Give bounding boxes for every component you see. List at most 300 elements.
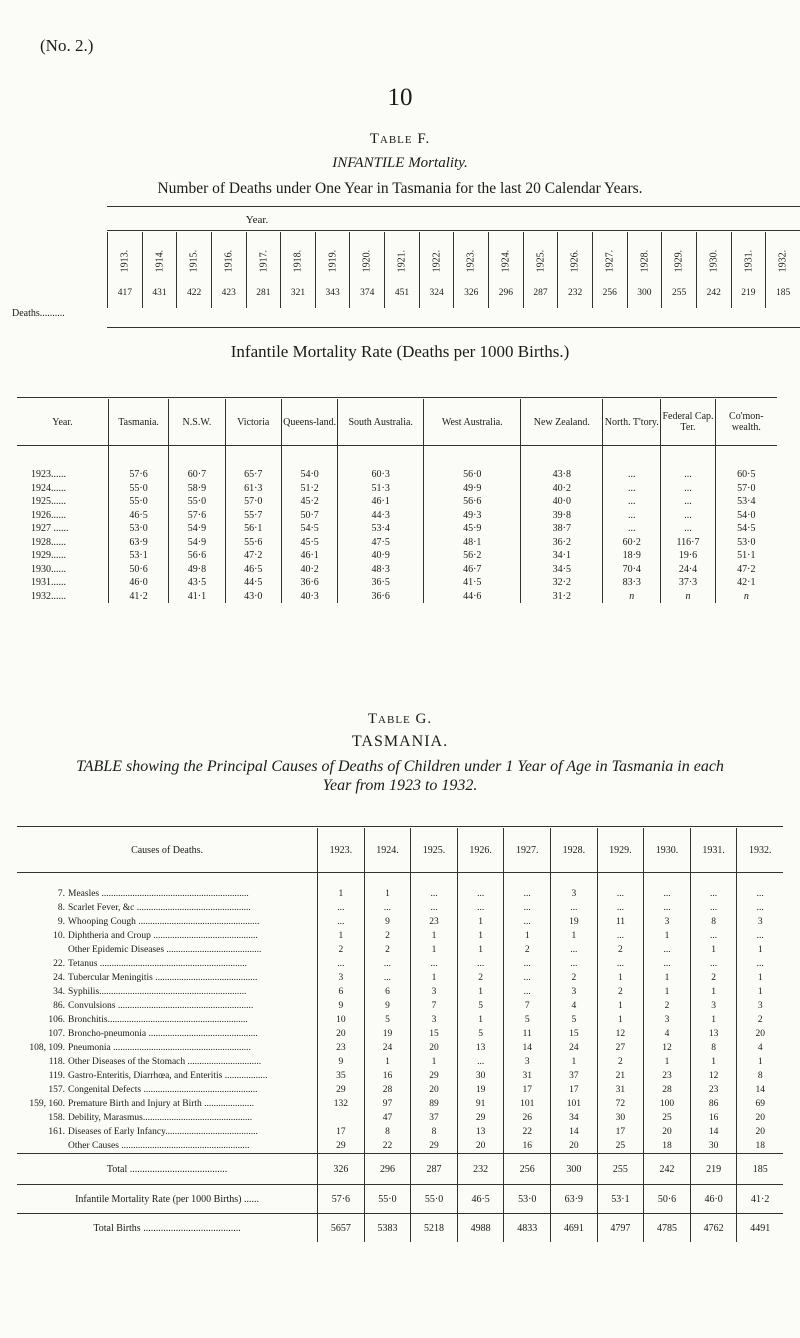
imr-cell: 47·2 <box>225 549 281 563</box>
table-f-title: Table F. <box>369 131 431 147</box>
cause-value: 1 <box>318 929 365 943</box>
imr-cell: 44·3 <box>338 509 424 523</box>
total-row-value: 232 <box>457 1154 504 1185</box>
cause-value: 1 <box>364 873 411 902</box>
imr-cell: 50·6 <box>108 563 168 577</box>
cause-value: ... <box>504 957 551 971</box>
imr-cell: 60·3 <box>338 446 424 482</box>
imr-cell: 46·7 <box>424 563 521 577</box>
cause-value: 28 <box>364 1083 411 1097</box>
cause-value: 11 <box>504 1027 551 1041</box>
cause-value: 8 <box>737 1069 783 1083</box>
imr-cell: 57·0 <box>225 495 281 509</box>
table-g-header-row <box>17 828 783 873</box>
imr-cell: 36·6 <box>338 590 424 604</box>
cause-name: Diphtheria and Croup ............................................ <box>68 931 258 941</box>
cause-value: 2 <box>318 943 365 957</box>
cause-value <box>318 1111 365 1125</box>
year-label: 1913. <box>119 249 131 272</box>
year-column-header: 1925. <box>411 828 458 873</box>
rate-row-value: 50·6 <box>644 1185 691 1214</box>
cause-value: 24 <box>364 1041 411 1055</box>
cause-value: ... <box>644 943 691 957</box>
cause-value: ... <box>364 957 411 971</box>
rate-row <box>17 1185 783 1214</box>
imr-cell: 19·6 <box>661 549 715 563</box>
cause-value: 2 <box>690 971 737 985</box>
cause-value: 100 <box>644 1097 691 1111</box>
total-row-value: 219 <box>690 1154 737 1185</box>
year-header-cell <box>419 232 454 278</box>
cause-row <box>17 1083 783 1097</box>
cause-value: 1 <box>644 985 691 999</box>
imr-cell: 40·2 <box>521 482 603 496</box>
cause-code: 34. <box>53 987 65 997</box>
imr-cell: 45·9 <box>424 522 521 536</box>
year-header-cell <box>315 232 350 278</box>
rate-row-value: 63·9 <box>551 1185 598 1214</box>
cause-value: 13 <box>457 1125 504 1139</box>
cause-value: 1 <box>318 873 365 902</box>
cause-value: 16 <box>364 1069 411 1083</box>
cause-value: ... <box>411 901 458 915</box>
year-label: 1921. <box>396 249 408 272</box>
cause-code: 158. <box>48 1113 65 1123</box>
rate-row-value: 46·5 <box>457 1185 504 1214</box>
cause-value: 14 <box>690 1125 737 1139</box>
cause-value: 3 <box>411 985 458 999</box>
imr-cell: 43·5 <box>169 576 225 590</box>
cause-value: 72 <box>597 1097 644 1111</box>
cause-code: 106. <box>48 1015 65 1025</box>
cause-value: 2 <box>737 1013 783 1027</box>
rate-row-value: 53·1 <box>597 1185 644 1214</box>
imr-column-header: Federal Cap. Ter. <box>661 399 715 446</box>
cause-value: ... <box>737 929 783 943</box>
table-f-year-row <box>108 232 800 278</box>
cause-value: 2 <box>644 999 691 1013</box>
year-label: 1924. <box>500 249 512 272</box>
cause-value: 101 <box>504 1097 551 1111</box>
cause-value: 25 <box>644 1111 691 1125</box>
imr-cell: 1927 ...... <box>31 523 69 535</box>
year-header-cell <box>592 232 627 278</box>
imr-cell: 54·9 <box>169 522 225 536</box>
imr-cell: 34·5 <box>521 563 603 577</box>
cause-code: 119. <box>48 1071 65 1081</box>
cause-value: ... <box>457 901 504 915</box>
cause-value: 1 <box>737 943 783 957</box>
imr-cell: 54·0 <box>281 446 337 482</box>
imr-cell: 1925...... <box>31 496 66 508</box>
imr-cell: 37·3 <box>661 576 715 590</box>
cause-value: 11 <box>597 915 644 929</box>
cause-value: 4 <box>644 1027 691 1041</box>
imr-cell: 63·9 <box>108 536 168 550</box>
cause-value: 15 <box>411 1027 458 1041</box>
cause-name: Other Epidemic Diseases ........................................ <box>68 945 262 955</box>
deaths-value: 219 <box>731 278 766 308</box>
cause-code: 107. <box>48 1029 65 1039</box>
cause-value: 19 <box>457 1083 504 1097</box>
imr-cell: 47·5 <box>338 536 424 550</box>
deaths-value: 451 <box>385 278 420 308</box>
year-column-header: 1929. <box>597 828 644 873</box>
cause-code: 118. <box>48 1057 65 1067</box>
cause-value: 1 <box>457 1013 504 1027</box>
table-f-subtitle: INFANTILE Mortality. <box>332 155 468 171</box>
imr-cell: 57·6 <box>169 509 225 523</box>
cause-name: Measles .............................................................. <box>68 889 249 899</box>
cause-value: 20 <box>737 1111 783 1125</box>
cause-code: 24. <box>53 973 65 983</box>
imr-row <box>17 549 777 563</box>
deaths-value: 255 <box>662 278 697 308</box>
imr-cell: 55·7 <box>225 509 281 523</box>
imr-cell: 53·4 <box>338 522 424 536</box>
imr-cell: 54·5 <box>281 522 337 536</box>
cause-code: 159, 160. <box>29 1099 65 1109</box>
imr-cell: 44·5 <box>225 576 281 590</box>
page-label: (No. 2.) <box>40 36 94 55</box>
year-header-cell <box>523 232 558 278</box>
cause-value: 17 <box>597 1125 644 1139</box>
imr-cell: 116·7 <box>661 536 715 550</box>
cause-value: 3 <box>690 999 737 1013</box>
imr-cell: 50·7 <box>281 509 337 523</box>
cause-value: 4 <box>551 999 598 1013</box>
imr-cell: 55·0 <box>108 482 168 496</box>
deaths-value: 343 <box>315 278 350 308</box>
table-f-caption: Number of Deaths under One Year in Tasmania for the last 20 Calendar Years. <box>157 180 643 197</box>
cause-value: 14 <box>504 1041 551 1055</box>
cause-value: 1 <box>737 985 783 999</box>
cause-value: ... <box>364 971 411 985</box>
cause-value: 21 <box>597 1069 644 1083</box>
year-column-header: 1924. <box>364 828 411 873</box>
imr-row <box>17 590 777 604</box>
births-row-value: 4785 <box>644 1214 691 1243</box>
cause-value: 14 <box>551 1125 598 1139</box>
imr-cell: 56·6 <box>424 495 521 509</box>
cause-value: 20 <box>457 1139 504 1154</box>
cause-value: 35 <box>318 1069 365 1083</box>
imr-cell: 54·0 <box>715 509 777 523</box>
imr-cell: 53·0 <box>715 536 777 550</box>
cause-value: ... <box>504 901 551 915</box>
cause-value: 29 <box>411 1069 458 1083</box>
imr-header-row <box>17 399 777 446</box>
imr-cell: 53·4 <box>715 495 777 509</box>
imr-cell: 55·0 <box>108 495 168 509</box>
imr-cell: ... <box>661 495 715 509</box>
cause-value: ... <box>457 957 504 971</box>
cause-value: 10 <box>318 1013 365 1027</box>
cause-value: 97 <box>364 1097 411 1111</box>
imr-column-header: Year. <box>17 399 108 446</box>
year-column-header: 1926. <box>457 828 504 873</box>
table-g <box>17 828 783 1242</box>
cause-value: 1 <box>597 971 644 985</box>
year-header-cell <box>211 232 246 278</box>
year-label: 1930. <box>708 249 720 272</box>
imr-cell: 51·1 <box>715 549 777 563</box>
cause-value: 1 <box>411 1055 458 1069</box>
cause-name: Broncho-pneumonia .............................................. <box>68 1029 258 1039</box>
cause-value: ... <box>504 985 551 999</box>
imr-cell: 49·3 <box>424 509 521 523</box>
cause-value: 31 <box>597 1083 644 1097</box>
cause-value: 3 <box>737 915 783 929</box>
imr-cell: 34·1 <box>521 549 603 563</box>
table-g-caption: TABLE showing the Principal Causes of Deaths of Children under 1 Year of Age in Tasmania in each Year from 1923 to 1932. <box>76 758 724 794</box>
year-label: 1932. <box>777 249 789 272</box>
cause-value: ... <box>690 929 737 943</box>
cause-value: 22 <box>364 1139 411 1154</box>
cause-value: ... <box>737 957 783 971</box>
rate-row-value: 46·0 <box>690 1185 737 1214</box>
births-row-value: 4762 <box>690 1214 737 1243</box>
table-f-deaths-row <box>108 278 800 308</box>
imr-cell: 58·9 <box>169 482 225 496</box>
cause-value: 34 <box>551 1111 598 1125</box>
cause-value: 29 <box>457 1111 504 1125</box>
cause-value: 20 <box>737 1027 783 1041</box>
cause-row <box>17 1027 783 1041</box>
cause-value: ... <box>504 873 551 902</box>
year-header-cell <box>489 232 524 278</box>
imr-row <box>17 522 777 536</box>
cause-value: 27 <box>597 1041 644 1055</box>
cause-value: 3 <box>551 873 598 902</box>
year-column-header: 1932. <box>737 828 783 873</box>
cause-value: ... <box>318 915 365 929</box>
cause-value: 16 <box>690 1111 737 1125</box>
deaths-value: 300 <box>627 278 662 308</box>
cause-value: ... <box>551 943 598 957</box>
imr-cell: 56·6 <box>169 549 225 563</box>
cause-code: 9. <box>57 917 65 927</box>
imr-cell: 39·8 <box>521 509 603 523</box>
cause-value: 12 <box>690 1069 737 1083</box>
year-label: 1926. <box>569 249 581 272</box>
rate-row-value: 41·2 <box>737 1185 783 1214</box>
cause-name: Premature Birth and Injury at Birth ..................... <box>68 1099 255 1109</box>
cause-value: 1 <box>411 943 458 957</box>
imr-cell: 54·5 <box>715 522 777 536</box>
imr-cell: 40·3 <box>281 590 337 604</box>
cause-value: 3 <box>318 971 365 985</box>
imr-column-header: North. T'tory. <box>603 399 661 446</box>
cause-value: 3 <box>551 985 598 999</box>
table-f-mid-rule <box>107 230 800 231</box>
year-header-cell <box>246 232 281 278</box>
cause-value: 17 <box>504 1083 551 1097</box>
cause-value: 20 <box>737 1125 783 1139</box>
cause-code: 157. <box>48 1085 65 1095</box>
imr-cell: 43·0 <box>225 590 281 604</box>
cause-row <box>17 1013 783 1027</box>
cause-row <box>17 1069 783 1083</box>
cause-value: 1 <box>411 929 458 943</box>
imr-table <box>17 399 777 603</box>
cause-value: ... <box>551 901 598 915</box>
cause-value: 13 <box>457 1041 504 1055</box>
cause-name: Tetanus .............................................................. <box>68 959 248 969</box>
cause-name: Whooping Cough ................................................... <box>68 917 260 927</box>
year-label: 1920. <box>361 249 373 272</box>
cause-value: ... <box>457 1055 504 1069</box>
cause-value: 24 <box>551 1041 598 1055</box>
year-column-header: 1930. <box>644 828 691 873</box>
cause-value: 1 <box>690 943 737 957</box>
table-g-subtitle: TASMANIA. <box>351 733 449 750</box>
imr-cell: 60·5 <box>715 446 777 482</box>
cause-value: 101 <box>551 1097 598 1111</box>
imr-cell: ... <box>661 522 715 536</box>
deaths-value: 287 <box>523 278 558 308</box>
cause-value: 1 <box>737 971 783 985</box>
imr-cell: 1930...... <box>31 563 66 575</box>
imr-column-header: West Australia. <box>424 399 521 446</box>
cause-code <box>17 1139 68 1154</box>
cause-value: 5 <box>551 1013 598 1027</box>
imr-cell: 43·8 <box>521 446 603 482</box>
imr-cell: 40·0 <box>521 495 603 509</box>
imr-cell: 41·5 <box>424 576 521 590</box>
cause-value: 1 <box>457 985 504 999</box>
imr-cell: 42·1 <box>715 576 777 590</box>
cause-row <box>17 1055 783 1069</box>
cause-value: ... <box>690 901 737 915</box>
imr-cell: 41·1 <box>169 590 225 604</box>
cause-value: 23 <box>411 915 458 929</box>
imr-cell: 53·0 <box>108 522 168 536</box>
deaths-value: 296 <box>489 278 524 308</box>
cause-value: 91 <box>457 1097 504 1111</box>
cause-name: Syphilis.............................................................. <box>68 987 247 997</box>
cause-value: 37 <box>551 1069 598 1083</box>
cause-value: 9 <box>318 999 365 1013</box>
cause-value: 1 <box>457 915 504 929</box>
cause-value: ... <box>411 873 458 902</box>
imr-cell: 1924...... <box>31 482 66 494</box>
cause-value: 29 <box>318 1139 365 1154</box>
cause-value: 2 <box>457 971 504 985</box>
imr-row <box>17 509 777 523</box>
cause-value: 25 <box>597 1139 644 1154</box>
year-label: 1914. <box>153 249 165 272</box>
cause-value: 8 <box>364 1125 411 1139</box>
total-row-value: 255 <box>597 1154 644 1185</box>
page-number: 10 <box>387 84 413 111</box>
cause-value: ... <box>737 901 783 915</box>
cause-row <box>17 985 783 999</box>
deaths-value: 281 <box>246 278 281 308</box>
imr-cell: n <box>661 590 715 604</box>
imr-cell: 70·4 <box>603 563 661 577</box>
total-row-value: 326 <box>318 1154 365 1185</box>
deaths-value: 324 <box>419 278 454 308</box>
imr-cell: 46·1 <box>338 495 424 509</box>
year-header-cell <box>385 232 420 278</box>
cause-value: 23 <box>644 1069 691 1083</box>
cause-row <box>17 957 783 971</box>
imr-column-header: Co'mon-wealth. <box>715 399 777 446</box>
imr-cell: 60·7 <box>169 446 225 482</box>
cause-value: 1 <box>504 929 551 943</box>
imr-row <box>17 576 777 590</box>
cause-row <box>17 1125 783 1139</box>
deaths-value: 326 <box>454 278 489 308</box>
cause-value: ... <box>411 957 458 971</box>
cause-value: 1 <box>644 1055 691 1069</box>
cause-value: 9 <box>364 915 411 929</box>
imr-cell: 1926...... <box>31 509 66 521</box>
year-label: 1916. <box>223 249 235 272</box>
cause-value: 37 <box>411 1111 458 1125</box>
cause-value: 5 <box>457 1027 504 1041</box>
cause-code: 8. <box>57 903 65 913</box>
imr-cell: 44·6 <box>424 590 521 604</box>
cause-value: 17 <box>551 1083 598 1097</box>
year-header-cell <box>108 232 143 278</box>
imr-cell: 45·2 <box>281 495 337 509</box>
cause-value: 69 <box>737 1097 783 1111</box>
imr-top-rule <box>17 397 777 398</box>
cause-value: 1 <box>411 971 458 985</box>
cause-value: 14 <box>737 1083 783 1097</box>
cause-value: 1 <box>364 1055 411 1069</box>
cause-value: 6 <box>318 985 365 999</box>
births-row-value: 4491 <box>737 1214 783 1243</box>
cause-value: ... <box>690 957 737 971</box>
year-header-cell <box>177 232 212 278</box>
cause-value: 8 <box>411 1125 458 1139</box>
cause-value: 1 <box>597 1013 644 1027</box>
cause-value: 1 <box>644 971 691 985</box>
cause-value: 6 <box>364 985 411 999</box>
imr-row <box>17 563 777 577</box>
imr-cell: 1923...... <box>31 469 66 481</box>
imr-cell: 1932...... <box>31 590 66 602</box>
imr-column-header: Queens-land. <box>281 399 337 446</box>
deaths-value: 232 <box>558 278 593 308</box>
year-label: 1929. <box>673 249 685 272</box>
cause-value: 28 <box>644 1083 691 1097</box>
cause-value: 26 <box>504 1111 551 1125</box>
cause-value: 29 <box>411 1139 458 1154</box>
deaths-value: 417 <box>108 278 143 308</box>
cause-value: 3 <box>504 1055 551 1069</box>
year-header-cell <box>558 232 593 278</box>
imr-cell: ... <box>603 522 661 536</box>
year-label: 1931. <box>742 249 754 272</box>
imr-cell: ... <box>603 482 661 496</box>
cause-value: 5 <box>364 1013 411 1027</box>
year-label: 1927. <box>604 249 616 272</box>
cause-value: 1 <box>551 929 598 943</box>
imr-row <box>17 446 777 482</box>
year-header-cell <box>766 232 800 278</box>
cause-column-header: Causes of Deaths. <box>17 828 318 873</box>
cause-value: 3 <box>644 915 691 929</box>
cause-value: 2 <box>364 943 411 957</box>
imr-cell: 65·7 <box>225 446 281 482</box>
cause-value: 18 <box>737 1139 783 1154</box>
cause-value: 15 <box>551 1027 598 1041</box>
rate-row-value: 55·0 <box>411 1185 458 1214</box>
